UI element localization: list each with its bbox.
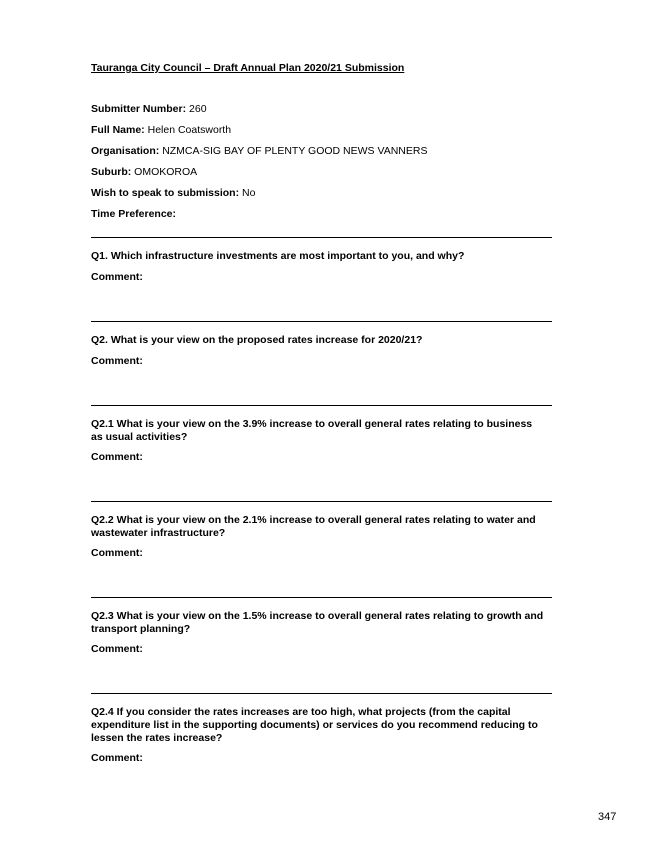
question-q2-3: Q2.3 What is your view on the 1.5% increase to overall general rates relating to growth and transport planning? (91, 610, 544, 635)
wish-to-speak-field (91, 187, 255, 199)
comment-label-q2-2: Comment: (91, 547, 143, 559)
divider (91, 321, 552, 322)
full-name-value: Helen Coatsworth (147, 124, 232, 136)
full-name-field (91, 124, 231, 136)
page-number: 347 (598, 811, 617, 823)
time-preference-label: Time Preference: (91, 208, 177, 220)
question-q1: Q1. Which infrastructure investments are most important to you, and why? (91, 250, 465, 262)
question-q2-2: Q2.2 What is your view on the 2.1% increase to overall general rates relating to water and wastewater infrastructure? (91, 514, 536, 539)
divider (91, 597, 552, 598)
comment-label-q1: Comment: (91, 271, 143, 283)
question-q2-1: Q2.1 What is your view on the 3.9% increase to overall general rates relating to business as usual activities? (91, 418, 533, 443)
wish-to-speak-value: No (242, 187, 256, 199)
divider (91, 693, 552, 694)
suburb-field (91, 166, 197, 178)
divider (91, 237, 552, 238)
suburb-value: OMOKOROA (134, 166, 198, 178)
submitter-number-value: 260 (189, 103, 207, 115)
comment-label-q2-3: Comment: (91, 643, 143, 655)
document-title: Tauranga City Council – Draft Annual Plan 2020/21 Submission (91, 62, 405, 74)
question-q2-4: Q2.4 If you consider the rates increases are too high, what projects (from the capital expenditure list in the supporting documents) or services do you recommend reducing to lessen the rates increase? (91, 706, 538, 744)
full-name-label: Full Name: (91, 124, 145, 136)
submitter-number-field (91, 103, 207, 115)
wish-to-speak-label: Wish to speak to submission: (91, 187, 240, 199)
divider (91, 501, 552, 502)
submitter-number-label: Submitter Number: (91, 103, 187, 115)
organisation-field (91, 145, 427, 157)
divider (91, 405, 552, 406)
suburb-label: Suburb: (91, 166, 132, 178)
question-q2: Q2. What is your view on the proposed rates increase for 2020/21? (91, 334, 423, 346)
organisation-value: NZMCA-SIG BAY OF PLENTY GOOD NEWS VANNERS (162, 145, 428, 157)
comment-label-q2: Comment: (91, 355, 143, 367)
time-preference-field (91, 208, 176, 220)
comment-label-q2-4: Comment: (91, 752, 143, 764)
comment-label-q2-1: Comment: (91, 451, 143, 463)
organisation-label: Organisation: (91, 145, 160, 157)
